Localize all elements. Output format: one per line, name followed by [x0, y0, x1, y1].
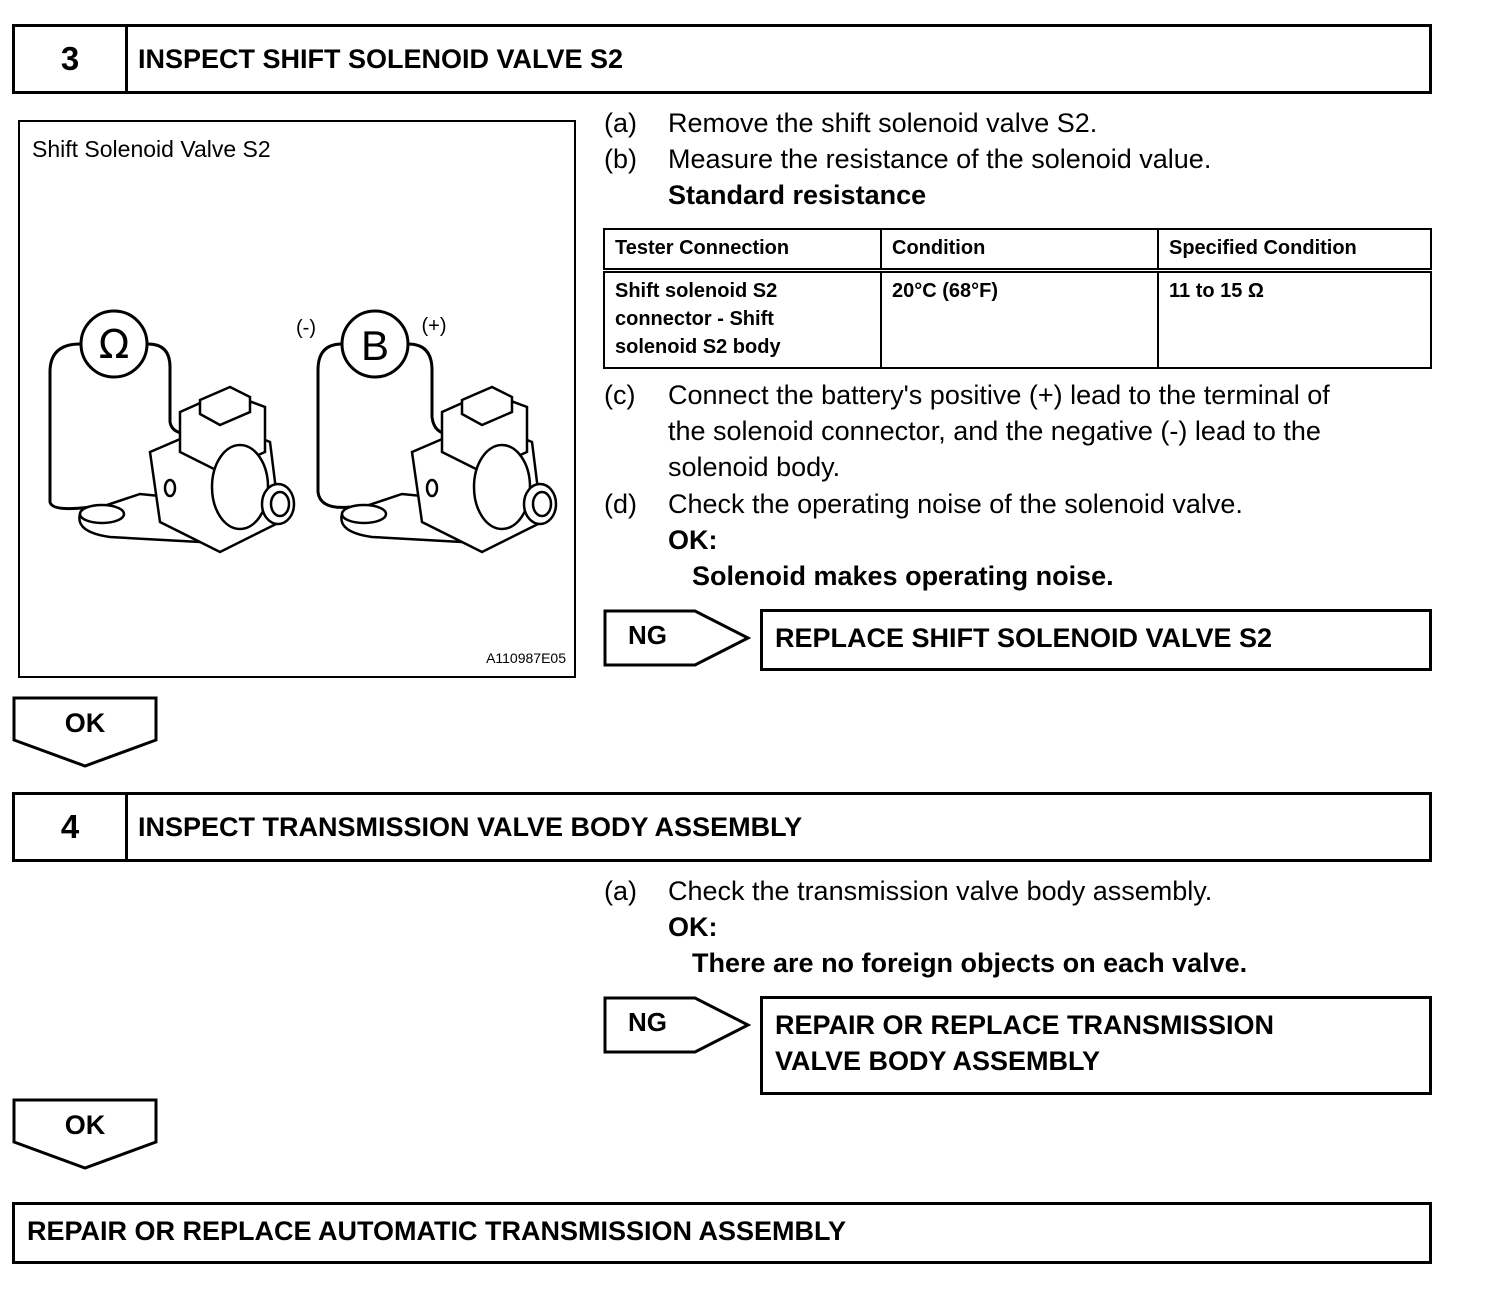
- battery-symbol: B: [360, 322, 390, 369]
- table-header-specified: Specified Condition: [1158, 229, 1431, 271]
- item-c-line-1: Connect the battery's positive (+) lead to the terminal of: [668, 380, 1330, 410]
- item-d-label: (d): [604, 489, 637, 519]
- item-a-text: Remove the shift solenoid valve S2.: [668, 108, 1098, 138]
- step-4-ok-label: OK:: [668, 912, 718, 942]
- step-3-ng-action: REPLACE SHIFT SOLENOID VALVE S2: [760, 609, 1432, 671]
- positive-label: (+): [421, 315, 447, 337]
- connection-line-1: Shift solenoid S2: [615, 280, 778, 302]
- step-4-ng-action: [760, 996, 1432, 1095]
- step-4-ng-action-line-1: REPAIR OR REPLACE TRANSMISSION: [775, 1010, 1275, 1040]
- negative-label: (-): [296, 317, 316, 339]
- table-row: [604, 271, 1431, 369]
- ohm-symbol: Ω: [98, 322, 130, 368]
- step-3-ok-arrow-label: OK: [64, 708, 106, 738]
- table-header-connection: Tester Connection: [604, 229, 881, 271]
- item-d: [604, 489, 1424, 523]
- solenoid-valve-right: [341, 387, 556, 552]
- step-4-ok-arrow-label: OK: [64, 1110, 106, 1140]
- table-cell-connection: [604, 271, 881, 369]
- step-4-title: INSPECT TRANSMISSION VALVE BODY ASSEMBLY: [138, 811, 803, 842]
- solenoid-valve-left: [79, 387, 294, 552]
- step-3-title: INSPECT SHIFT SOLENOID VALVE S2: [138, 43, 624, 74]
- table-cell-condition: 20°C (68°F): [881, 271, 1158, 369]
- solenoid-figure: [18, 120, 576, 678]
- step-3-ng-label: NG: [628, 620, 667, 650]
- item-b-label: (b): [604, 144, 637, 174]
- item-b-text: Measure the resistance of the solenoid value.: [668, 144, 1212, 174]
- final-action: REPAIR OR REPLACE AUTOMATIC TRANSMISSION ASSEMBLY: [12, 1202, 1432, 1264]
- step-3-ok-label: OK:: [668, 525, 718, 555]
- connection-line-2: connector - Shift: [615, 308, 774, 330]
- step-4-header: [12, 792, 1432, 862]
- item-c-line-2: the solenoid connector, and the negative (-) lead to the: [668, 416, 1321, 446]
- step-3-header: [12, 24, 1432, 94]
- connection-line-3: solenoid S2 body: [615, 336, 781, 358]
- step-4-item-a-label: (a): [604, 876, 637, 906]
- item-c: [604, 380, 1424, 490]
- step-4-item-a: [604, 876, 1424, 910]
- step-4-number: 4: [15, 795, 128, 859]
- item-a-label: (a): [604, 108, 637, 138]
- solenoid-illustration: [20, 122, 574, 676]
- step-4-ng-label: NG: [628, 1007, 667, 1037]
- step-4-ng-action-line-2: VALVE BODY ASSEMBLY: [775, 1046, 1101, 1076]
- figure-code: A110987E05: [486, 650, 566, 666]
- step-4-ok-text: There are no foreign objects on each valve.: [692, 948, 1248, 978]
- item-c-label: (c): [604, 380, 636, 410]
- item-d-text: Check the operating noise of the solenoid valve.: [668, 489, 1243, 519]
- item-a: [604, 108, 1424, 142]
- step-3-ok-text: Solenoid makes operating noise.: [692, 561, 1114, 591]
- resistance-table: [603, 228, 1432, 369]
- step-4-ng-arrow: [603, 996, 753, 1056]
- table-cell-specified: 11 to 15 Ω: [1158, 271, 1431, 369]
- item-c-line-3: solenoid body.: [668, 452, 841, 482]
- table-header-condition: Condition: [881, 229, 1158, 271]
- item-b: [604, 144, 1424, 178]
- step-3-number: 3: [15, 27, 128, 91]
- figure-caption: Shift Solenoid Valve S2: [32, 136, 271, 162]
- standard-resistance-label: Standard resistance: [668, 180, 927, 210]
- step-3-ng-arrow: [603, 609, 753, 669]
- step-4-item-a-text: Check the transmission valve body assembly.: [668, 876, 1213, 906]
